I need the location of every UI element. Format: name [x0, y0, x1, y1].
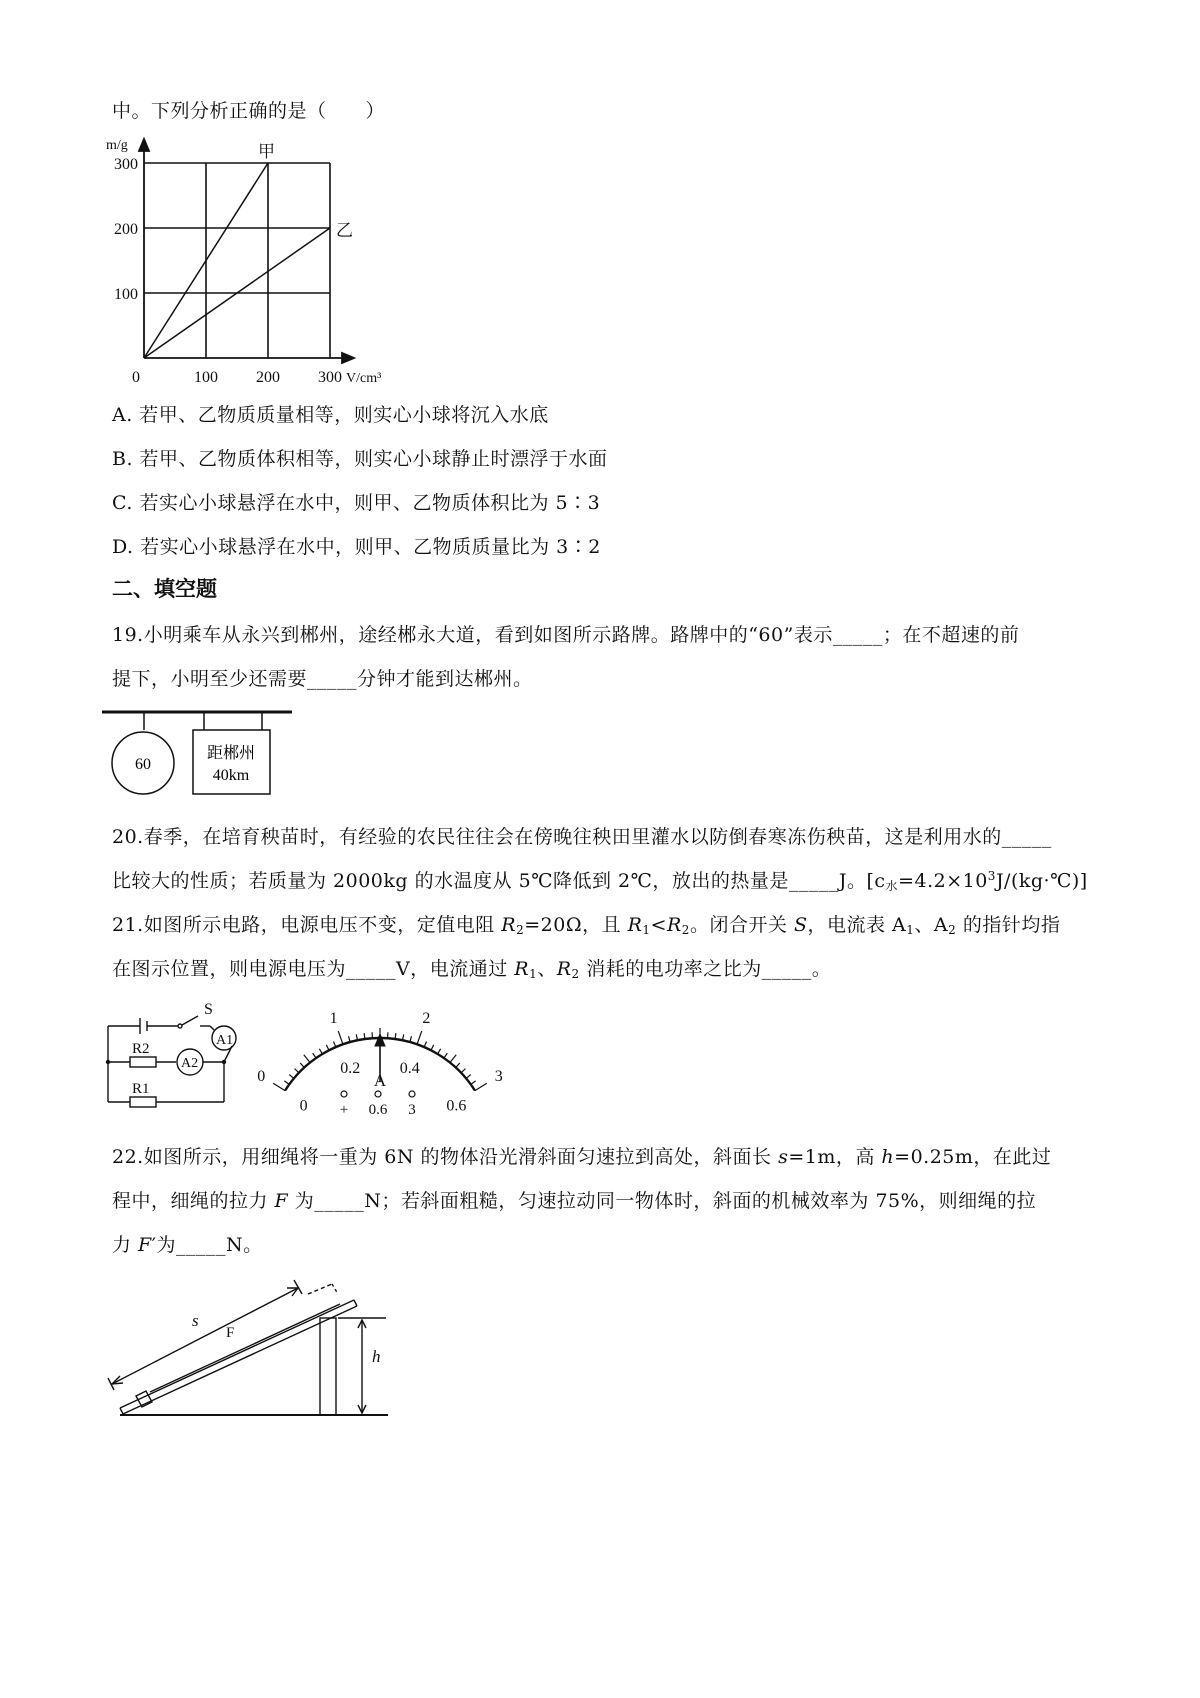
- dial-inner-tick-label: 0: [299, 1097, 308, 1115]
- y-tick-label: 300: [114, 156, 138, 173]
- q19-line1: 19.小明乘车从永兴到郴州，途经郴永大道，看到如图所示路牌。路牌中的“60”表示_____；在不超速的前: [112, 624, 1020, 646]
- option-a: A. 若甲、乙物质质量相等，则实心小球将沉入水底: [112, 404, 549, 426]
- switch-label: S: [204, 1001, 213, 1018]
- dial-tick: [456, 1063, 460, 1067]
- graph-axes: [139, 139, 354, 363]
- dial-tick: [304, 1055, 310, 1063]
- dial-unit-label: A: [373, 1071, 387, 1090]
- speed-limit-value: 60: [135, 756, 151, 773]
- mass-volume-graph: [96, 128, 416, 390]
- dial-tick: [444, 1053, 447, 1058]
- x-tick-label: 200: [256, 369, 280, 386]
- distance-sign-destination: 距郴州: [206, 745, 256, 762]
- dial-tick: [326, 1045, 329, 1050]
- dial-terminal-label: +: [339, 1102, 349, 1118]
- graph-grid: [144, 163, 330, 358]
- q22-line2: 程中，细绳的拉力 F 为_____N；若斜面粗糙，匀速拉动同一物体时，斜面的机械效率为 75%，则细绳的拉: [112, 1190, 1037, 1212]
- q20-line2: 比较大的性质；若质量为 2000kg 的水温度从 5℃降低到 2℃，放出的热量是_____J。$[c_水=4.2\times 10^3J/(kg\cdot℃)]$: [112, 869, 1088, 893]
- graph-series: [144, 163, 330, 358]
- x-axis-arrow: [342, 353, 354, 363]
- dial-tick: [475, 1083, 487, 1090]
- q20-line1: 20.春季，在培育秧苗时，有经验的农民往往会在傍晚往秧田里灌水以防倒春寒冻伤秧苗，这是利用水的_____: [112, 826, 1052, 848]
- dial-tick: [364, 1033, 365, 1039]
- dial-tick: [273, 1083, 285, 1090]
- dial-inner-tick-label: 0.4: [399, 1060, 420, 1078]
- incline-height-label: h: [372, 1347, 381, 1366]
- q21-line1: 21.如图所示电路，电源电压不变，定值电阻 $R_2=20\Omega$，且 $R_1<R_2$。闭合开关 S，电流表 $A_1$、$A_2$ 的指针均指: [112, 914, 1061, 937]
- dial-tick: [431, 1045, 434, 1050]
- dial-outer-tick-label: 1: [329, 1009, 338, 1027]
- dial-terminal: [341, 1091, 347, 1097]
- graph-labels: [106, 138, 381, 386]
- dial-tick: [450, 1055, 456, 1063]
- y-tick-label: 200: [114, 221, 138, 238]
- incline-figure: [100, 1270, 400, 1420]
- dial-tick: [338, 1031, 343, 1044]
- distance-sign: [193, 730, 270, 794]
- dial-outer-tick-label: 0: [257, 1067, 266, 1085]
- x-axis-label: V/cm³: [346, 371, 382, 386]
- dial-outer-tick-label: 2: [422, 1009, 431, 1027]
- dial-tick: [461, 1069, 465, 1073]
- road-sign-figure: [96, 700, 306, 810]
- force-label: F: [226, 1325, 235, 1341]
- question-continuation: 中。下列分析正确的是（ ）: [112, 100, 386, 122]
- series-label-2: 乙: [336, 221, 353, 240]
- dial-outer-tick-label: 3: [494, 1067, 503, 1085]
- y-axis-arrow: [139, 139, 149, 151]
- dial-inner-tick-label: 0.6: [446, 1097, 467, 1115]
- dial-terminal-label: 3: [408, 1102, 416, 1118]
- q22-line1: 22.如图所示，用细绳将一重为 6N 的物体沿光滑斜面匀速拉到高处，斜面长 s=1m，高 h=0.25m，在此过: [112, 1146, 1052, 1168]
- dial-terminal-label: 0.6: [368, 1102, 388, 1118]
- option-b: B. 若甲、乙物质体积相等，则实心小球静止时漂浮于水面: [112, 448, 608, 470]
- section-title: 二、填空题: [112, 577, 217, 601]
- series-label-1: 甲: [258, 142, 275, 161]
- option-d: D. 若实心小球悬浮在水中，则甲、乙物质质量比为 3∶2: [112, 536, 601, 558]
- dial-tick: [395, 1033, 396, 1039]
- q19-line2: 提下，小明至少还需要_____分钟才能到达郴州。: [112, 668, 533, 690]
- ammeter-a1-label: A1: [216, 1033, 234, 1048]
- resistor-r2-label: R2: [132, 1041, 150, 1057]
- dial-terminal: [375, 1091, 381, 1097]
- dial-tick: [417, 1031, 422, 1044]
- dial-needle-tip: [375, 1034, 385, 1046]
- dial-tick: [471, 1081, 476, 1085]
- ammeter-a2-label: A2: [181, 1056, 199, 1071]
- dial-tick: [466, 1075, 471, 1079]
- dial-terminal: [409, 1091, 415, 1097]
- circuit-diagram: [96, 990, 256, 1118]
- ammeter-dial: [257, 990, 540, 1118]
- q22-line3: 力 F′为_____N。: [112, 1234, 263, 1256]
- y-tick-label: 100: [114, 286, 138, 303]
- dial-tick: [438, 1049, 441, 1054]
- dial-tick: [319, 1049, 322, 1054]
- dial-inner-tick-label: 0.2: [340, 1060, 361, 1078]
- dial-tick: [289, 1075, 294, 1079]
- dial-tick: [300, 1063, 304, 1067]
- option-c: C. 若实心小球悬浮在水中，则甲、乙物质体积比为 5∶3: [112, 492, 601, 514]
- resistor-r1-label: R1: [132, 1081, 150, 1097]
- x-tick-label: 100: [194, 369, 218, 386]
- q21-line2: 在图示位置，则电源电压为_____V，电流通过 $R_1$、$R_2$ 消耗的电功率之比为_____。: [112, 958, 832, 981]
- dial-tick: [284, 1081, 289, 1085]
- distance-sign-distance: 40km: [212, 767, 250, 784]
- origin-label: 0: [132, 369, 140, 386]
- x-tick-label: 300: [318, 369, 342, 386]
- dial-tick: [295, 1069, 299, 1073]
- dial-tick: [313, 1053, 316, 1058]
- incline-length-label: s: [192, 1311, 199, 1330]
- y-axis-label: m/g: [106, 138, 128, 153]
